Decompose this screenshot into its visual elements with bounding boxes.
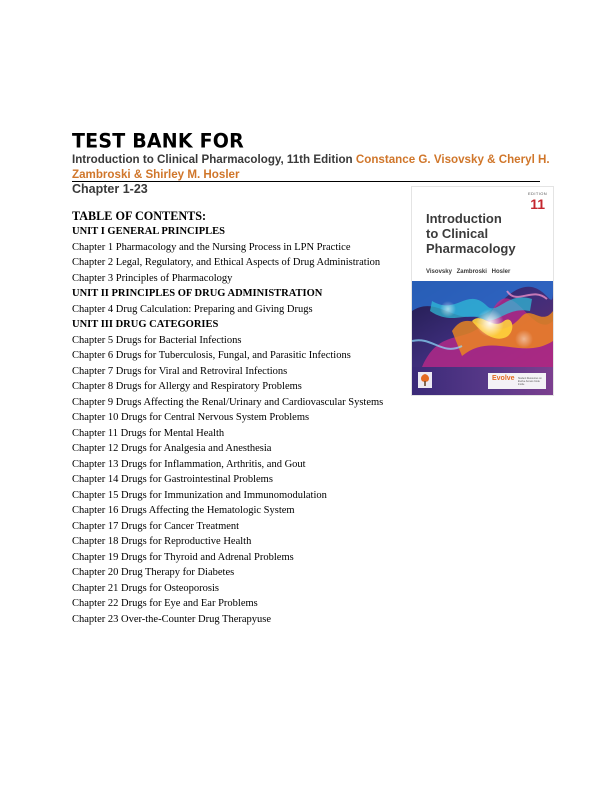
book-cover (411, 186, 554, 396)
evolve-logo-text: Evolve (492, 375, 515, 382)
toc-chapter-item: Chapter 17 Drugs for Cancer Treatment (72, 520, 240, 532)
cover-authors (426, 269, 510, 275)
book-subtitle (72, 153, 552, 182)
cover-author: Hosler (491, 269, 511, 275)
toc-list (72, 224, 412, 627)
toc-chapter-item: Chapter 6 Drugs for Tuberculosis, Fungal, and Parasitic Infections (72, 350, 351, 361)
toc-chapter-item: Chapter 3 Principles of Pharmacology (72, 272, 233, 284)
page-title: TEST BANK FOR (72, 129, 244, 153)
book-authors: Constance G. Visovsky & Cheryl H. Zambroski & Shirley M. Hosler (72, 153, 550, 181)
toc-unit-heading: UNIT I GENERAL PRINCIPLES (72, 226, 225, 237)
book-title: Introduction to Clinical Pharmacology, 11th Edition (72, 153, 353, 166)
toc-chapter-item: Chapter 22 Drugs for Eye and Ear Problems (72, 598, 258, 609)
toc-chapter-item: Chapter 11 Drugs for Mental Health (72, 427, 225, 439)
cover-edition-number: 11 (530, 196, 545, 212)
cover-title-line: Pharmacology (426, 241, 516, 256)
toc-chapter-item: Chapter 16 Drugs Affecting the Hematologic System (72, 505, 295, 516)
toc-chapter-item: Chapter 7 Drugs for Viral and Retroviral Infections (72, 365, 288, 377)
toc-chapter-item: Chapter 8 Drugs for Allergy and Respiratory Problems (72, 381, 302, 392)
cover-title-line: to Clinical (426, 226, 489, 241)
toc-heading: TABLE OF CONTENTS: (72, 209, 207, 223)
toc-chapter-item: Chapter 23 Over-the-Counter Drug Therapyuse (72, 613, 272, 625)
toc-chapter-item: Chapter 5 Drugs for Bacterial Infections (72, 334, 242, 346)
toc-chapter-item: Chapter 20 Drug Therapy for Diabetes (72, 567, 235, 578)
toc-chapter-item: Chapter 9 Drugs Affecting the Renal/Urinary and Cardiovascular Systems (72, 396, 384, 408)
toc-chapter-item: Chapter 14 Drugs for Gastrointestinal Problems (72, 474, 273, 485)
chapter-range: Chapter 1-23 (72, 182, 148, 196)
toc-unit-heading: UNIT II PRINCIPLES OF DRUG ADMINISTRATION (72, 288, 323, 299)
cover-author: Zambroski (456, 269, 487, 275)
toc-chapter-item: Chapter 2 Legal, Regulatory, and Ethical Aspects of Drug Administration (72, 257, 381, 268)
evolve-badge (488, 373, 546, 389)
toc-chapter-item: Chapter 12 Drugs for Analgesia and Anesthesia (72, 443, 272, 454)
cover-artwork (412, 281, 553, 367)
cover-author: Visovsky (426, 269, 452, 275)
toc-unit-heading: UNIT III DRUG CATEGORIES (72, 319, 219, 330)
toc-chapter-item: Chapter 15 Drugs for Immunization and Immunomodulation (72, 489, 327, 501)
cover-title-line: Introduction (426, 211, 502, 226)
evolve-access-text: Student Resources on Evolve Access Code Inside (518, 377, 542, 386)
toc-chapter-item: Chapter 1 Pharmacology and the Nursing Process in LPN Practice (72, 241, 351, 253)
toc-chapter-item: Chapter 19 Drugs for Thyroid and Adrenal Problems (72, 551, 294, 563)
elsevier-tree-icon (418, 372, 432, 388)
cover-edition-label: EDITION (527, 191, 547, 196)
table-of-contents (72, 208, 412, 627)
toc-chapter-item: Chapter 4 Drug Calculation: Preparing and Giving Drugs (72, 303, 313, 315)
toc-chapter-item: Chapter 13 Drugs for Inflammation, Arthritis, and Gout (72, 458, 306, 470)
toc-chapter-item: Chapter 18 Drugs for Reproductive Health (72, 536, 252, 547)
cover-footer-band (412, 367, 553, 395)
toc-chapter-item: Chapter 10 Drugs for Central Nervous System Problems (72, 412, 310, 423)
cover-title (426, 211, 536, 256)
toc-chapter-item: Chapter 21 Drugs for Osteoporosis (72, 582, 219, 594)
